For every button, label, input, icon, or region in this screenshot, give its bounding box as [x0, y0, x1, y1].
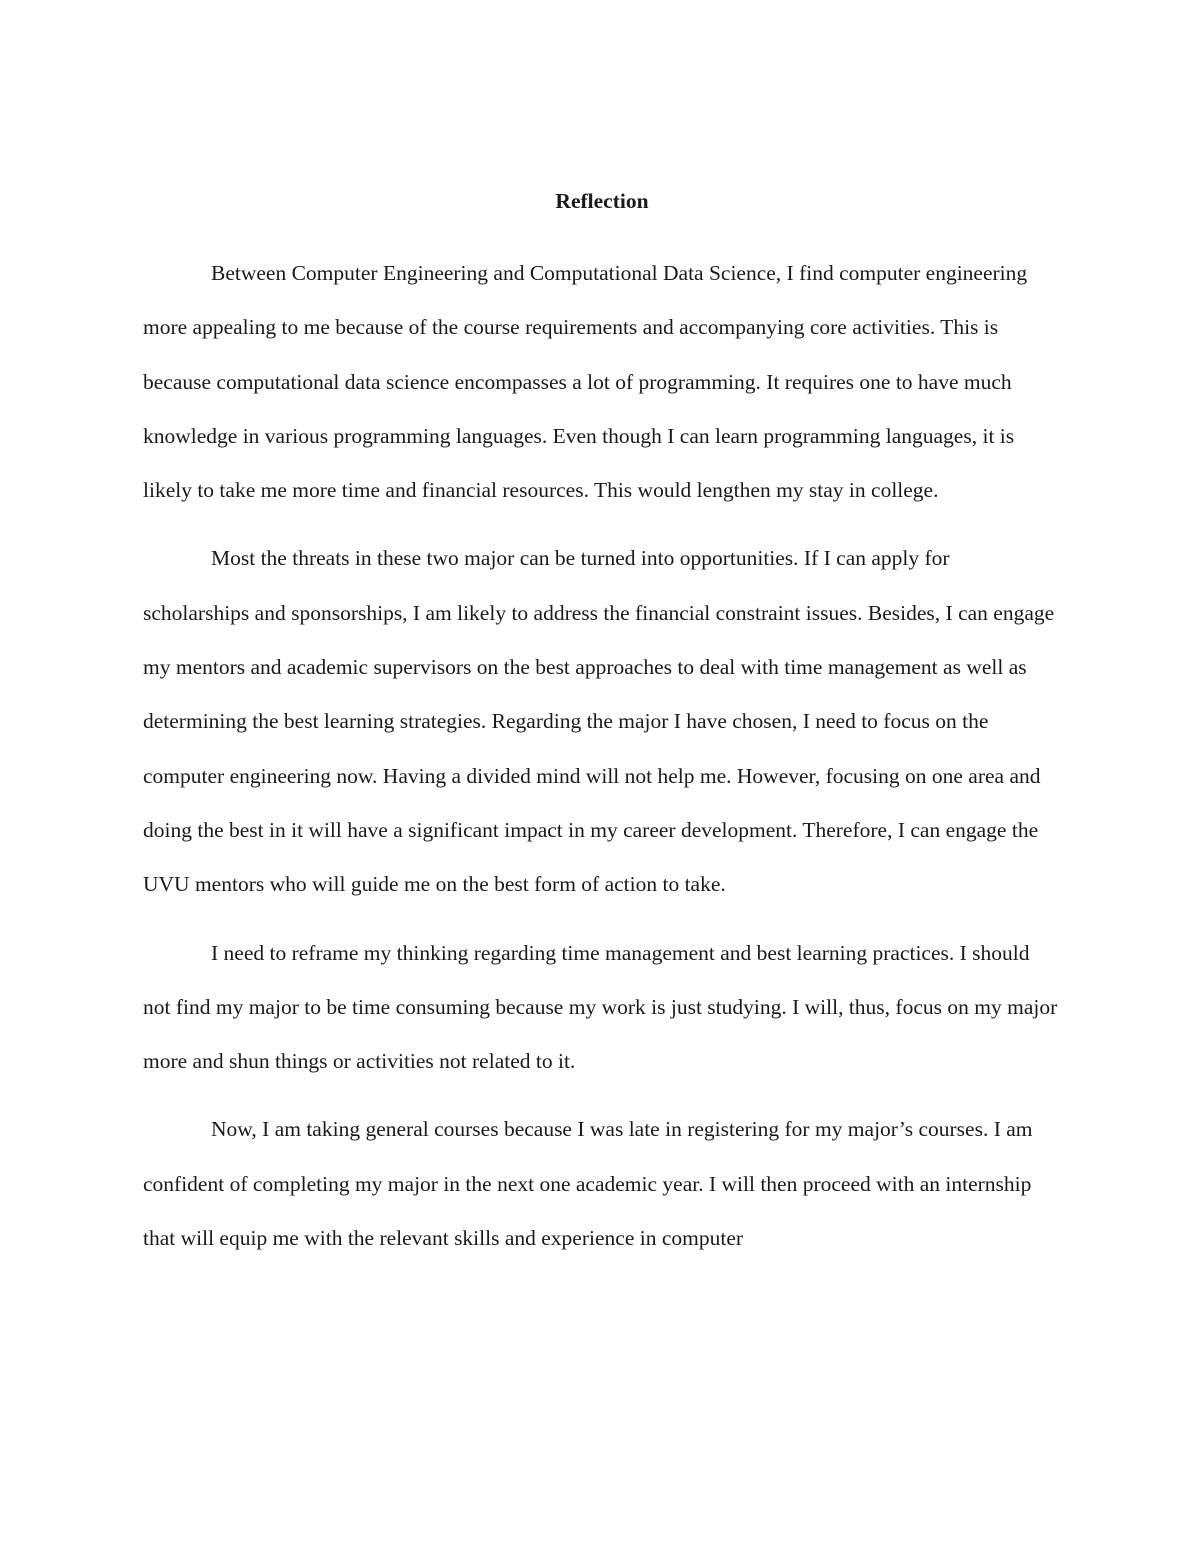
paragraph-2: Most the threats in these two major can be turned into opportunities. If I can apply for scholarships and sponsorships, I am likely to address the financial constraint issues. Besides, I can engage my mentors and academic supervisors on the best approaches to deal with time management as well as determining the best learning strategies. Regarding the major I have chosen, I need to focus on the computer engineering now. Having a divided mind will not help me. However, focusing on one area and doing the best in it will have a significant impact in my career development. Therefore, I can engage the UVU mentors who will guide me on the best form of action to take. [143, 546, 1055, 897]
document-body [143, 184, 1061, 1265]
paragraph-1: Between Computer Engineering and Computational Data Science, I find computer engineering more appealing to me because of the course requirements and accompanying core activities. This is because computational data science encompasses a lot of programming. It requires one to have much knowledge in various programming languages. Even though I can learn programming languages, it is likely to take me more time and financial resources. This would lengthen my stay in college. [143, 261, 1028, 503]
paragraph-3: I need to reframe my thinking regarding time management and best learning practices. I should not find my major to be time consuming because my work is just studying. I will, thus, focus on my major more and shun things or activities not related to it. [143, 940, 1058, 1074]
paragraph-4: Now, I am taking general courses because I was late in registering for my major’s courses. I am confident of completing my major in the next one academic year. I will then proceed with an internship that will equip me with the relevant skills and experience in computer [143, 1117, 1033, 1251]
document-title: Reflection [555, 189, 649, 213]
